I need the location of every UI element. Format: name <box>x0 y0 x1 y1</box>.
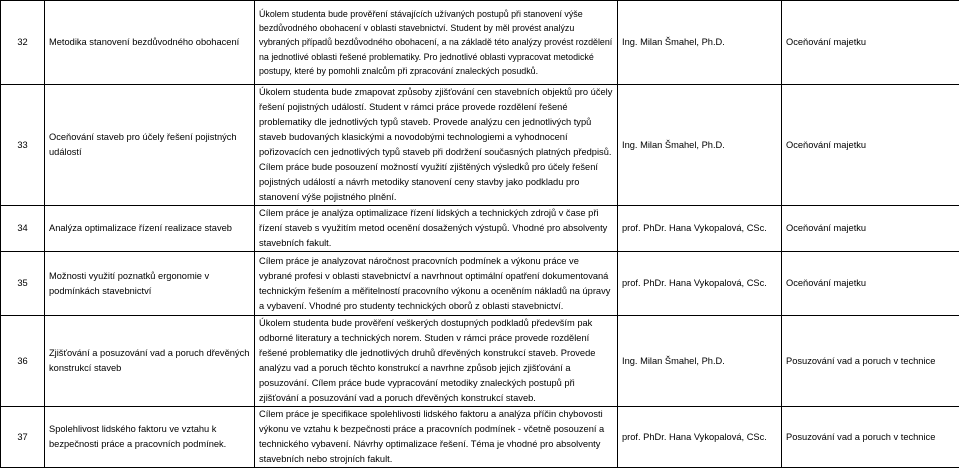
row-number: 35 <box>1 252 45 316</box>
table-row <box>1 252 959 316</box>
topic-area: Posuzování vad a poruch v technice <box>782 407 959 468</box>
topic-description: Cílem práce je analyzovat náročnost pracovních podmínek a výkonu práce ve vybrané profesi v oblasti stavebnictví a navrhnout optimální opatření dokumentovaná technickým řešením a měřitelností pracovního výkonu a oceněním nákladů na úpravy a vybavení. Vhodné pro studenty technických oborů z oblasti stavebnictví. <box>255 252 618 316</box>
topic-title: Oceňování staveb pro účely řešení pojistných událostí <box>45 85 255 206</box>
topic-title: Možnosti využití poznatků ergonomie v podmínkách stavebnictví <box>45 252 255 316</box>
topic-description: Cílem práce je specifikace spolehlivosti lidského faktoru a analýza příčin chybovosti výkonu ve vztahu k bezpečnosti práce a pracovních podmínek - včetně posouzení a technického vybavení. Návrhy optimalizace řešení. Téma je vhodné pro absolventy stavebních nebo strojních fakult. <box>255 407 618 468</box>
topic-title: Zjišťování a posuzování vad a poruch dřevěných konstrukcí staveb <box>45 316 255 407</box>
row-number: 36 <box>1 316 45 407</box>
topic-title: Spolehlivost lidského faktoru ve vztahu k bezpečnosti práce a pracovních podmínek. <box>45 407 255 468</box>
table-row <box>1 1 959 85</box>
supervisor: prof. PhDr. Hana Vykopalová, CSc. <box>618 407 782 468</box>
supervisor: prof. PhDr. Hana Vykopalová, CSc. <box>618 206 782 252</box>
topic-description: Cílem práce je analýza optimalizace řízení lidských a technických zdrojů v čase při řízení staveb s využitím metod ocenění dosažených výstupů. Vhodné pro absolventy stavebních fakult. <box>255 206 618 252</box>
supervisor: prof. PhDr. Hana Vykopalová, CSc. <box>618 252 782 316</box>
topic-area: Posuzování vad a poruch v technice <box>782 316 959 407</box>
table-row <box>1 316 959 407</box>
topic-area: Oceňování majetku <box>782 85 959 206</box>
topic-title: Analýza optimalizace řízení realizace staveb <box>45 206 255 252</box>
row-number: 33 <box>1 85 45 206</box>
topic-title: Metodika stanovení bezdůvodného obohacení <box>45 1 255 85</box>
row-number: 34 <box>1 206 45 252</box>
supervisor: Ing. Milan Šmahel, Ph.D. <box>618 1 782 85</box>
row-number: 37 <box>1 407 45 468</box>
row-number: 32 <box>1 1 45 85</box>
topic-area: Oceňování majetku <box>782 252 959 316</box>
topic-area: Oceňování majetku <box>782 1 959 85</box>
table-row <box>1 206 959 252</box>
table-row <box>1 407 959 468</box>
supervisor: Ing. Milan Šmahel, Ph.D. <box>618 316 782 407</box>
topic-description: Úkolem studenta bude prověření veškerých dostupných podkladů především pak odborné literatury a technických norem. Studen v rámci práce provede rozdělení řešené problematiky dle jednotlivých druhů dřevěných konstrukcí staveb. Provede analýzu vad a poruch těchto konstrukcí a navrhne způsob jejich zjišťování a posuzování. Cílem práce bude vypracování metodiky znaleckých postupů při zjišťování a posuzování vad a poruch dřevěných konstrukcí staveb. <box>255 316 618 407</box>
topic-description: Úkolem studenta bude prověření stávajících užívaných postupů při stanovení výše bezdůvodného obohacení v oblasti stavebnictví. Student by měl provést analýzu vybraných případů bezdůvodného obohacení, a na základě této analýzy provést rozdělení na jednotlivé oblasti řešené problematiky. Pro jednotlivé oblasti vypracovat metodické postupy, které by pomohli znalcům při zpracování znaleckých posudků. <box>255 1 618 85</box>
table-row <box>1 85 959 206</box>
topic-area: Oceňování majetku <box>782 206 959 252</box>
supervisor: Ing. Milan Šmahel, Ph.D. <box>618 85 782 206</box>
topic-description: Úkolem studenta bude zmapovat způsoby zjišťování cen stavebních objektů pro účely řešení pojistných událostí. Student v rámci práce provede rozdělení řešené problematiky dle jednotlivých typů staveb. Provede analýzu cen jednotlivých typů staveb budovaných klasickými a novodobými technologiemi a vyhodnocení pořizovacích cen jednotlivých typů staveb při dodržení současných platných předpisů. Cílem práce bude posouzení možností využití zjištěných výsledků pro účely řešení pojistných událostí a návrh metodiky stanovení ceny stavby jako podkladu pro stanovení výše pojistného plnění. <box>255 85 618 206</box>
